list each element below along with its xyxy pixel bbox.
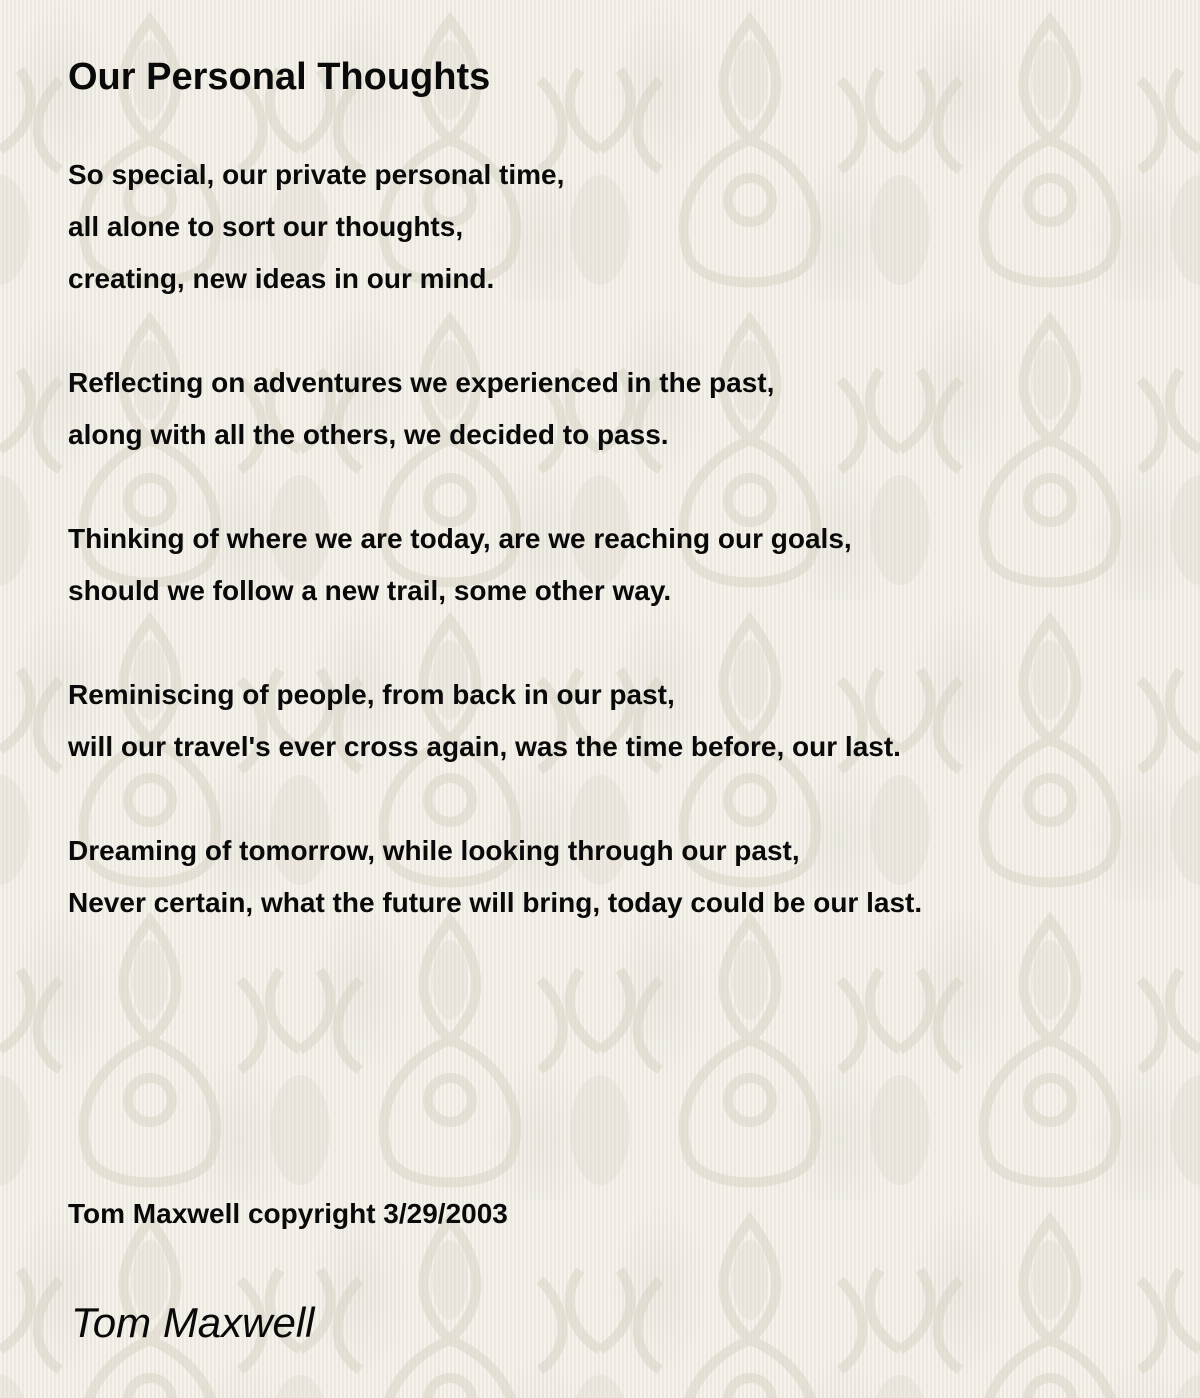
poem-line: Thinking of where we are today, are we reaching our goals,	[68, 523, 852, 554]
poem-line: Reflecting on adventures we experienced in the past,	[68, 367, 775, 398]
stanza-5	[68, 825, 922, 929]
poem-line: all alone to sort our thoughts,	[68, 211, 464, 242]
stanza-3	[68, 513, 852, 617]
author-signature: Tom Maxwell	[71, 1299, 315, 1346]
poem-line: So special, our private personal time,	[68, 159, 565, 190]
poem-line: should we follow a new trail, some other way.	[68, 575, 672, 606]
poem-title: Our Personal Thoughts	[68, 56, 491, 98]
poem-line: will our travel's ever cross again, was the time before, our last.	[68, 731, 901, 762]
stanza-2	[68, 357, 774, 461]
poem-line: Never certain, what the future will bring, today could be our last.	[68, 887, 923, 918]
copyright-notice: Tom Maxwell copyright 3/29/2003	[68, 1198, 508, 1229]
poem-line: creating, new ideas in our mind.	[68, 263, 495, 294]
stanza-1	[68, 149, 564, 305]
stanza-4	[68, 669, 901, 773]
poem-line: Reminiscing of people, from back in our past,	[68, 679, 675, 710]
poem-line: Dreaming of tomorrow, while looking through our past,	[68, 835, 800, 866]
poem-line: along with all the others, we decided to pass.	[68, 419, 669, 450]
